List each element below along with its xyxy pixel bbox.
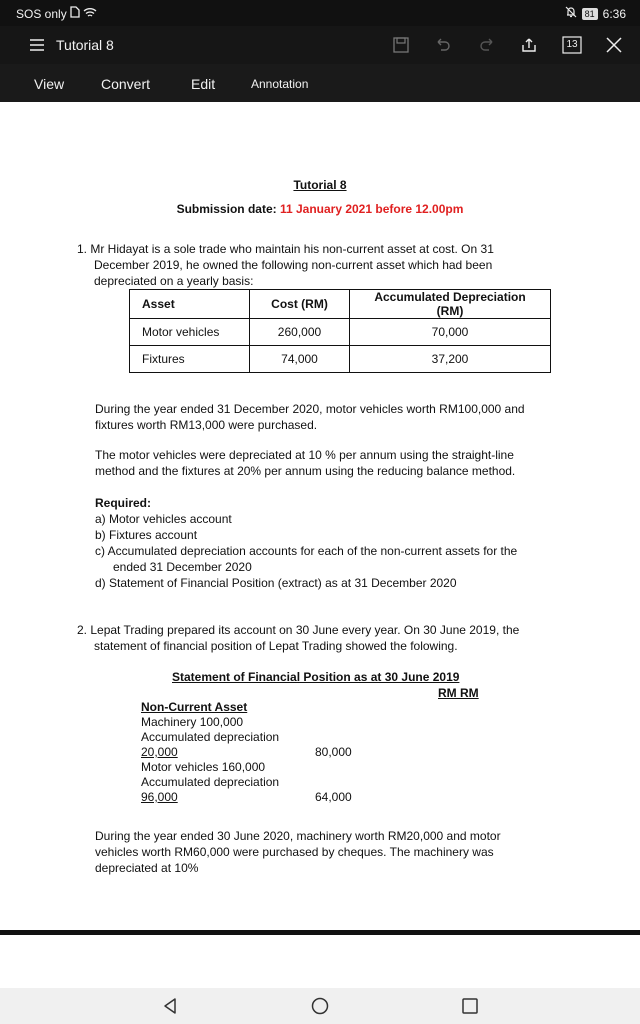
share-icon[interactable] (520, 36, 538, 54)
machinery-cost: Machinery 100,000 (141, 715, 244, 729)
text-line: method and the fixtures at 20% per annum using the reducing balance method. (95, 464, 516, 478)
page-count-label: 13 (566, 39, 578, 50)
q1-intro-line: 1. Mr Hidayat is a sole trade who maintain his non-current asset at cost. On 31 (77, 242, 494, 256)
toolbar-tabs (0, 64, 640, 102)
nca-label: Non-Current Asset (141, 700, 248, 714)
tab-convert[interactable]: Convert (101, 76, 151, 92)
page-divider (0, 930, 640, 935)
redo-icon[interactable] (478, 36, 496, 54)
q2-para (95, 828, 501, 876)
required-item: ended 31 December 2020 (113, 560, 252, 574)
status-time: 6:36 (602, 6, 626, 21)
carrier-label: SOS only (16, 6, 67, 21)
menu-icon[interactable] (30, 38, 44, 50)
recents-icon[interactable] (460, 996, 480, 1016)
text-line: During the year ended 31 December 2020, motor vehicles worth RM100,000 and (95, 402, 525, 416)
table-cell: 70,000 (350, 319, 551, 346)
column-header: Cost (RM) (250, 290, 350, 319)
machinery-net: 80,000 (315, 745, 352, 759)
sim-icon (70, 6, 80, 21)
accumulated-depreciation-amount: 96,000 (141, 790, 178, 804)
table-cell: Motor vehicles (130, 319, 250, 346)
motor-vehicles-net: 64,000 (315, 790, 352, 804)
accumulated-depreciation-label: Accumulated depreciation (141, 730, 280, 744)
submission-line (0, 202, 640, 216)
battery-indicator: 81 (582, 8, 598, 20)
table-cell: 74,000 (250, 346, 350, 373)
q1-intro (77, 241, 567, 289)
status-bar (0, 0, 640, 26)
table-cell: 37,200 (350, 346, 551, 373)
save-icon[interactable] (392, 36, 410, 54)
back-icon[interactable] (160, 996, 180, 1016)
text-line: The motor vehicles were depreciated at 10 % per annum using the straight-line (95, 448, 514, 462)
q1-para-depreciation (95, 447, 515, 479)
text-line: depreciated at 10% (95, 861, 199, 875)
submission-label: Submission date: (176, 202, 277, 216)
required-item: c) Accumulated depreciation accounts for each of the non-current assets for the (95, 544, 518, 558)
text-line: 2. Lepat Trading prepared its account on 30 June every year. On 30 June 2019, the (77, 623, 520, 637)
sfp-title: Statement of Financial Position as at 30 June 2019 (172, 670, 460, 684)
required-label: Required: (95, 496, 152, 510)
q2-intro (77, 622, 519, 654)
rm-column-header: RM RM (438, 686, 479, 700)
table-row (130, 346, 551, 373)
home-icon[interactable] (310, 996, 330, 1016)
q1-para-purchases (95, 401, 525, 433)
table-cell: 260,000 (250, 319, 350, 346)
document-title: Tutorial 8 (56, 37, 114, 53)
required-item: a) Motor vehicles account (95, 512, 232, 526)
page-count-icon[interactable] (562, 36, 582, 54)
q1-intro-line: December 2019, he owned the following non-current asset which had been (94, 258, 493, 272)
mute-icon (565, 6, 577, 21)
table-header-row (130, 290, 551, 319)
tab-annotation[interactable]: Annotation (251, 77, 309, 91)
document-page[interactable] (0, 102, 640, 932)
submission-date: 11 January 2021 before 12.00pm (279, 202, 464, 216)
required-item: b) Fixtures account (95, 528, 198, 542)
motor-vehicles-cost: Motor vehicles 160,000 (141, 760, 266, 774)
tab-view[interactable]: View (34, 76, 65, 92)
table-row (130, 319, 551, 346)
text-line: vehicles worth RM60,000 were purchased by cheques. The machinery was (95, 845, 494, 859)
tab-edit[interactable]: Edit (191, 76, 216, 92)
document-heading: Tutorial 8 (293, 178, 347, 192)
text-line: statement of financial position of Lepat Trading showed the folowing. (94, 639, 458, 653)
undo-icon[interactable] (434, 36, 452, 54)
q1-intro-line: depreciated on a yearly basis: (94, 274, 254, 288)
text-line: During the year ended 30 June 2020, machinery worth RM20,000 and motor (95, 829, 501, 843)
required-item: d) Statement of Financial Position (extract) as at 31 December 2020 (95, 576, 457, 590)
navigation-bar (0, 988, 640, 1024)
app-header (0, 26, 640, 64)
asset-table (129, 289, 551, 373)
column-header: Accumulated Depreciation (RM) (350, 290, 551, 319)
wifi-icon (83, 7, 97, 21)
text-line: fixtures worth RM13,000 were purchased. (95, 418, 318, 432)
accumulated-depreciation-label: Accumulated depreciation (141, 775, 280, 789)
column-header: Asset (130, 290, 250, 319)
table-cell: Fixtures (130, 346, 250, 373)
close-icon[interactable] (605, 36, 623, 54)
q1-required (95, 495, 517, 591)
accumulated-depreciation-amount: 20,000 (141, 745, 178, 759)
